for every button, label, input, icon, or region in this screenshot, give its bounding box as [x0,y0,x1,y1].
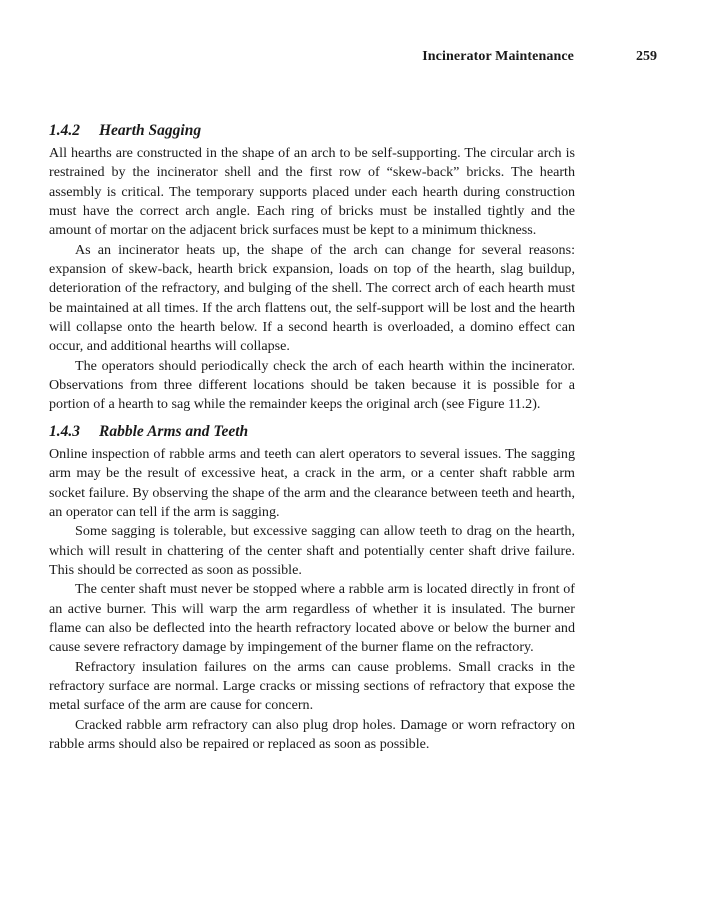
section-number: 1.4.3 [49,422,80,440]
paragraph: All hearths are constructed in the shape of an arch to be self-supporting. The circular arch is restrained by the incinerator shell and the first row of “skew-back” bricks. The hearth assembly is critical. The temporary supports placed under each hearth during construction must have the correct arch angle. Each ring of bricks must be installed tightly and the amount of mortar on the adjacent brick surfaces must be kept to a minimum thickness. [49,145,575,239]
page-body [49,121,575,754]
running-header [0,49,707,69]
paragraph: The center shaft must never be stopped where a rabble arm is located directly in front of an active burner. This will warp the arm regardless of whether it is insulated. The burner flame can also be deflected into the hearth refractory located above or below the burner and cause severe refractory damage by impingement of the burner flame on the refractory. [49,581,575,656]
section-title: Rabble Arms and Teeth [99,422,249,440]
paragraph: As an incinerator heats up, the shape of the arch can change for several reasons: expansion of skew-back, hearth brick expansion, loads on top of the hearth, slag buildup, deterioration of the refractory, and bulging of the shell. The correct arch of each hearth must be maintained at all times. If the arch flattens out, the self-support will be lost and the hearth will collapse onto the hearth below. If a second hearth is overloaded, a domino effect can occur, and additional hearths will collapse. [49,241,575,355]
section-number: 1.4.2 [49,122,80,139]
paragraph: Refractory insulation failures on the arms can cause problems. Small cracks in the refractory surface are normal. Large cracks or missing sections of refractory that expose the metal surface of the arm are cause for concern. [49,658,575,714]
paragraph: Online inspection of rabble arms and teeth can alert operators to several issues. The sagging arm may be the result of excessive heat, a crack in the arm, or a center shaft rabble arm socket failure. By observing the shape of the arm and the clearance between teeth and hearth, an operator can tell if the arm is sagging. [49,445,575,520]
section-title: Hearth Sagging [99,122,202,139]
paragraph: Cracked rabble arm refractory can also plug drop holes. Damage or worn refractory on rabble arms should also be repaired or replaced as soon as possible. [49,716,575,752]
paragraph: Some sagging is tolerable, but excessive sagging can allow teeth to drag on the hearth, which will result in chattering of the center shaft and potentially center shaft drive failure. This should be corrected as soon as possible. [49,523,575,578]
section-heading-rabble-arms [49,422,575,442]
running-title: Incinerator Maintenance [422,49,574,64]
section-heading-hearth-sagging [49,121,575,141]
paragraph: The operators should periodically check the arch of each hearth within the incinerator. Observations from three different locations should be taken because it is possible for a portion of a hearth to sag while the remainder keeps the original arch (see Figure 11.2). [49,357,575,413]
page-number: 259 [636,49,657,64]
